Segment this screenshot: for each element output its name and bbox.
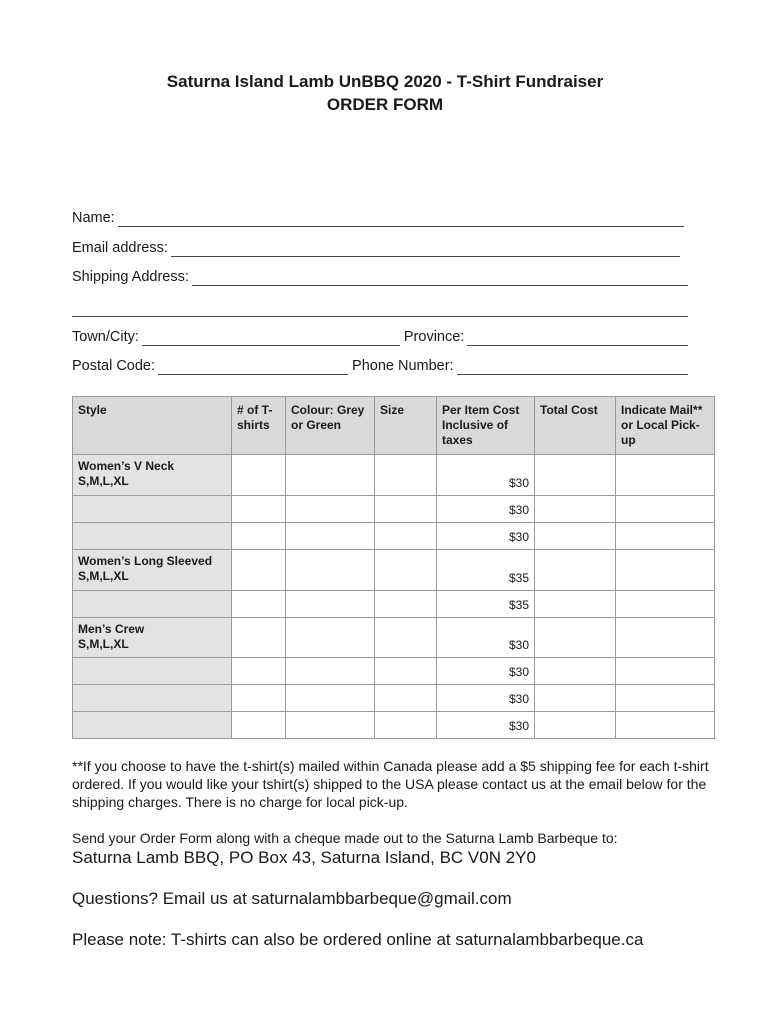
email-label: Email address: [72,240,168,256]
style-cell [73,550,232,591]
colour-cell[interactable] [286,658,375,685]
delivery-cell[interactable] [616,618,715,658]
name-input-line[interactable] [118,212,684,227]
qty-cell[interactable] [232,591,286,618]
shipping-field-row [72,266,688,286]
table-row [73,618,715,658]
qty-cell[interactable] [232,712,286,739]
table-row [73,591,715,618]
header-per-item-cost: Per Item Cost Inclusive of taxes [437,397,535,455]
size-cell[interactable] [375,618,437,658]
form-subtitle: ORDER FORM [326,95,444,114]
total-cell[interactable] [535,523,616,550]
total-cell[interactable] [535,496,616,523]
town-province-row [72,326,688,346]
mailing-address: Saturna Lamb BBQ, PO Box 43, Saturna Island, BC V0N 2Y0 [72,848,536,867]
postal-label: Postal Code: [72,358,156,374]
email-field-row [72,237,688,257]
style-sizes: S,M,L,XL [78,569,129,583]
size-cell[interactable] [375,523,437,550]
price-cell: $30 [437,455,535,496]
colour-cell[interactable] [286,712,375,739]
header-total-cost: Total Cost [535,397,616,455]
province-input-line[interactable] [467,331,688,346]
colour-cell[interactable] [286,496,375,523]
order-table [72,396,715,739]
qty-cell[interactable] [232,550,286,591]
table-row [73,658,715,685]
size-cell[interactable] [375,496,437,523]
table-row [73,712,715,739]
qty-cell[interactable] [232,455,286,496]
shipping-input-line[interactable] [192,271,688,286]
qty-cell[interactable] [232,523,286,550]
colour-cell[interactable] [286,550,375,591]
total-cell[interactable] [535,455,616,496]
form-title: Saturna Island Lamb UnBBQ 2020 - T-Shirt Fundraiser [166,72,604,91]
delivery-cell[interactable] [616,685,715,712]
colour-cell[interactable] [286,618,375,658]
shipping-label: Shipping Address: [72,269,189,285]
name-field-row [72,207,688,227]
style-cell [73,712,232,739]
shipping-input-line-2[interactable] [72,302,688,317]
header-qty: # of T-shirts [232,397,286,455]
total-cell[interactable] [535,712,616,739]
price-cell: $30 [437,712,535,739]
phone-label: Phone Number: [352,358,454,374]
table-row [73,523,715,550]
shipping-note: **If you choose to have the t-shirt(s) mailed within Canada please add a $5 shipping fee for each t-shirt ordered. If you would like your tshirt(s) shipped to the USA please contact us at the email below for the shipping charges. There is no charge for local pick-up. [72,758,709,810]
header-colour: Colour: Grey or Green [286,397,375,455]
size-cell[interactable] [375,455,437,496]
colour-cell[interactable] [286,685,375,712]
postal-phone-row [72,355,688,375]
style-cell [73,591,232,618]
price-cell: $35 [437,550,535,591]
total-cell[interactable] [535,550,616,591]
size-cell[interactable] [375,550,437,591]
shipping-field-row-2 [72,297,688,317]
total-cell[interactable] [535,685,616,712]
postal-input-line[interactable] [158,360,348,375]
price-cell: $30 [437,685,535,712]
table-header-row [73,397,715,455]
delivery-cell[interactable] [616,523,715,550]
email-input-line[interactable] [171,242,680,257]
price-cell: $35 [437,591,535,618]
online-order-note: Please note: T-shirts can also be ordered online at saturnalambbarbeque.ca [72,930,644,949]
size-cell[interactable] [375,685,437,712]
delivery-cell[interactable] [616,658,715,685]
qty-cell[interactable] [232,618,286,658]
header-size: Size [375,397,437,455]
price-cell: $30 [437,618,535,658]
town-input-line[interactable] [142,331,400,346]
phone-input-line[interactable] [457,360,688,375]
town-label: Town/City: [72,329,139,345]
style-cell [73,523,232,550]
size-cell[interactable] [375,712,437,739]
questions-contact: Questions? Email us at saturnalambbarbeque@gmail.com [72,889,512,908]
table-row [73,550,715,591]
table-row [73,496,715,523]
delivery-cell[interactable] [616,591,715,618]
style-name: Women’s V Neck [78,459,175,473]
header-delivery: Indicate Mail** or Local Pick-up [616,397,715,455]
colour-cell[interactable] [286,591,375,618]
style-sizes: S,M,L,XL [78,637,129,651]
style-cell [73,496,232,523]
delivery-cell[interactable] [616,496,715,523]
colour-cell[interactable] [286,523,375,550]
total-cell[interactable] [535,591,616,618]
size-cell[interactable] [375,658,437,685]
delivery-cell[interactable] [616,712,715,739]
table-row [73,685,715,712]
style-cell [73,618,232,658]
total-cell[interactable] [535,618,616,658]
qty-cell[interactable] [232,658,286,685]
qty-cell[interactable] [232,496,286,523]
header-style: Style [73,397,232,455]
price-cell: $30 [437,523,535,550]
style-name: Men’s Crew [78,622,145,636]
send-instructions: Send your Order Form along with a cheque made out to the Saturna Lamb Barbeque to: [72,830,618,846]
qty-cell[interactable] [232,685,286,712]
style-cell [73,455,232,496]
name-label: Name: [72,210,115,226]
style-sizes: S,M,L,XL [78,474,129,488]
style-cell [73,658,232,685]
colour-cell[interactable] [286,455,375,496]
price-cell: $30 [437,496,535,523]
delivery-cell[interactable] [616,550,715,591]
style-name: Women’s Long Sleeved [78,554,213,568]
size-cell[interactable] [375,591,437,618]
table-row [73,455,715,496]
price-cell: $30 [437,658,535,685]
province-label: Province: [403,329,465,345]
delivery-cell[interactable] [616,455,715,496]
total-cell[interactable] [535,658,616,685]
style-cell [73,685,232,712]
